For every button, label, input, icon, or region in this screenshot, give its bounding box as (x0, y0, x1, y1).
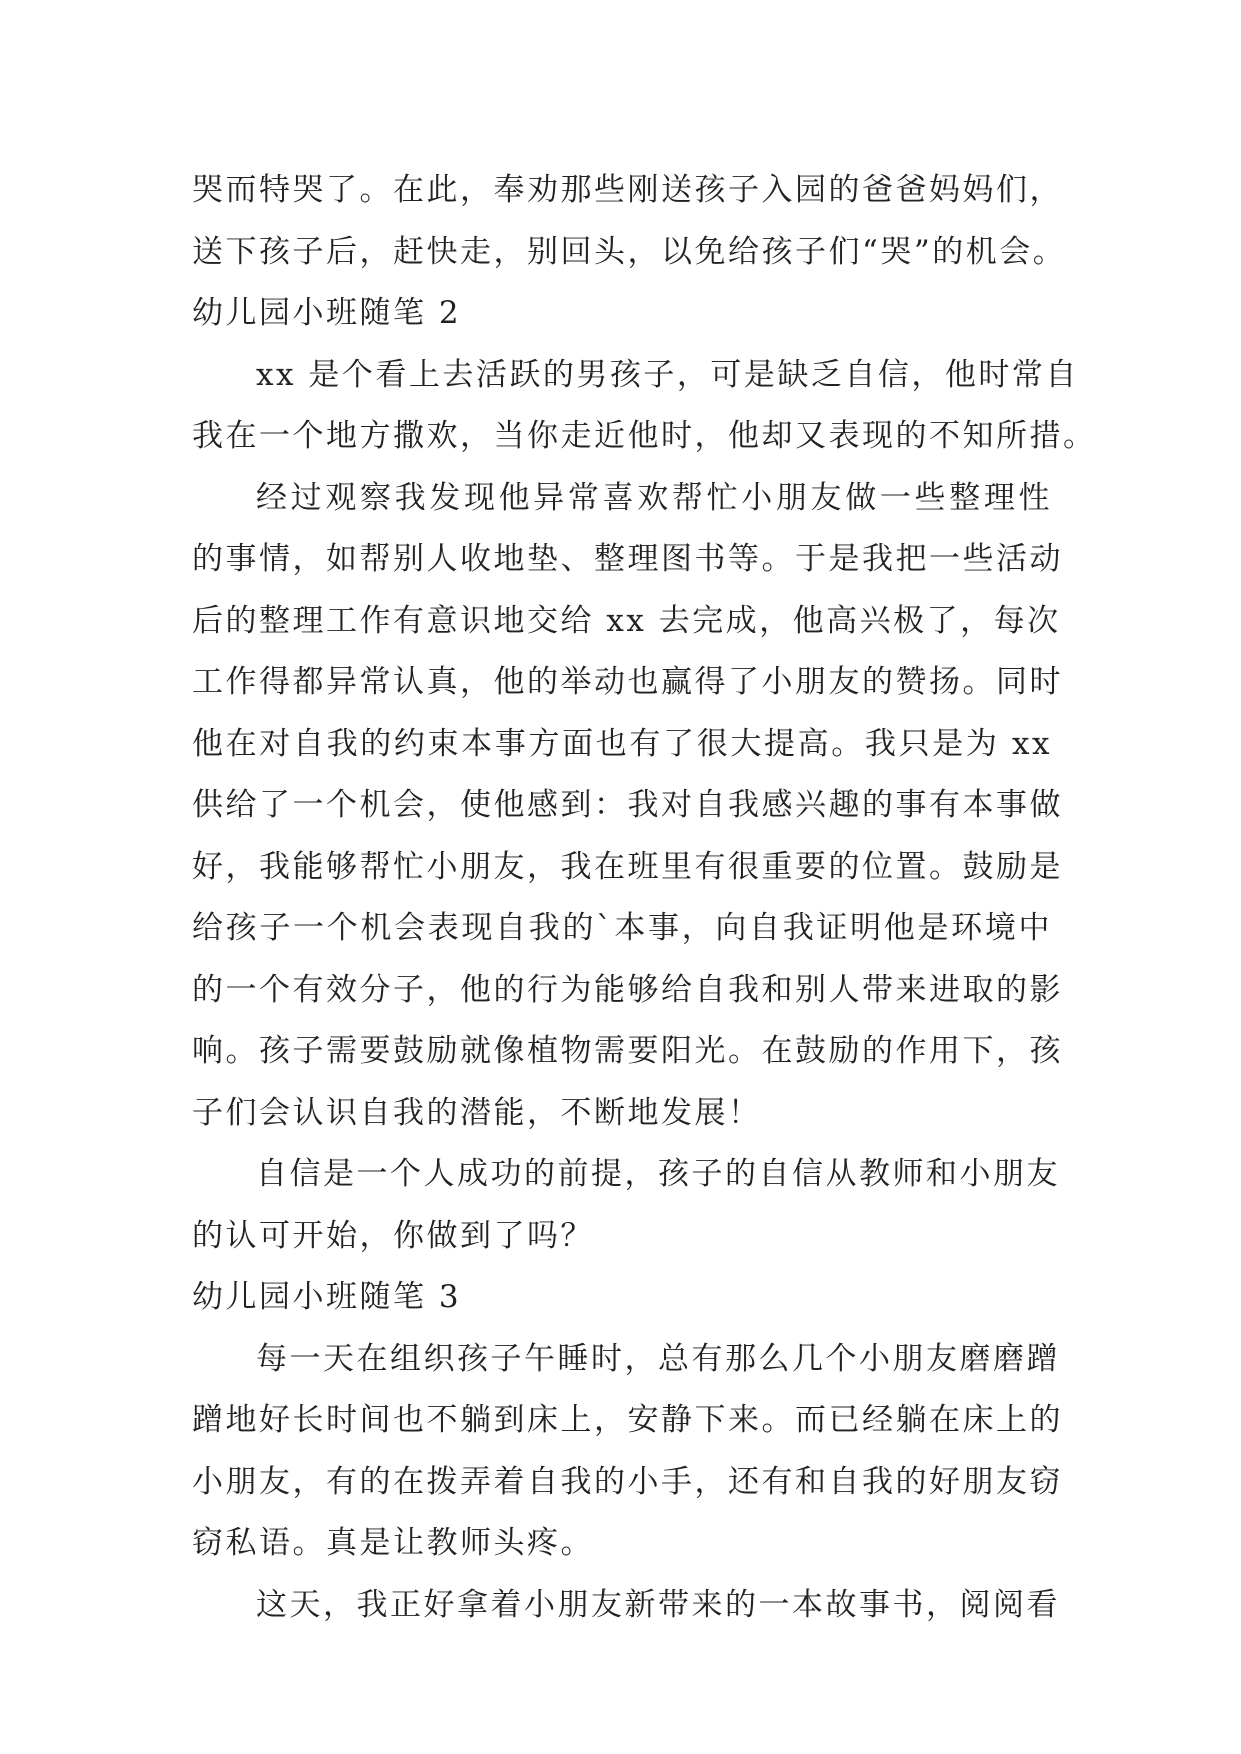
paragraph-first-line: 经过观察我发现他异常喜欢帮忙小朋友做一些整理性 (256, 479, 1052, 516)
body-text-line: 后的整理工作有意识地交给 xx 去完成，他高兴极了，每次 (192, 602, 1061, 639)
body-text-line: 他在对自我的约束本事方面也有了很大提高。我只是为 xx (192, 725, 1052, 762)
body-text-line: 的认可开始，你做到了吗？ (192, 1217, 594, 1254)
body-text-line: 哭而特哭了。在此，奉劝那些刚送孩子入园的爸爸妈妈们， (192, 172, 1063, 208)
section-heading: 幼儿园小班随笔 2 (192, 295, 462, 331)
paragraph-first-line: 每一天在组织孩子午睡时，总有那么几个小朋友磨磨蹭 (256, 1340, 1060, 1377)
body-text-line: 我在一个地方撒欢，当你走近他时，他却又表现的不知所措。 (192, 418, 1097, 454)
body-text-line: 供给了一个机会，使他感到：我对自我感兴趣的事有本事做 (192, 787, 1063, 823)
body-text-line: 响。孩子需要鼓励就像植物需要阳光。在鼓励的作用下，孩 (192, 1033, 1063, 1069)
paragraph-first-line: xx 是个看上去活跃的男孩子，可是缺乏自信，他时常自 (256, 356, 1079, 393)
document-page (192, 160, 1097, 1636)
body-text-line: 送下孩子后，赶快走，别回头，以免给孩子们“哭”的机会。 (192, 233, 1067, 270)
body-text-line: 子们会认识自我的潜能，不断地发展！ (192, 1094, 762, 1131)
body-text-line: 小朋友，有的在拨弄着自我的小手，还有和自我的好朋友窃 (192, 1463, 1063, 1500)
paragraph-first-line: 这天，我正好拿着小朋友新带来的一本故事书，阅阅看 (256, 1586, 1060, 1623)
body-text-line: 好，我能够帮忙小朋友，我在班里有很重要的位置。鼓励是 (192, 848, 1063, 885)
section-heading: 幼儿园小班随笔 3 (192, 1279, 462, 1315)
body-text-line: 的事情，如帮别人收地垫、整理图书等。于是我把一些活动 (192, 541, 1063, 577)
body-text-line: 工作得都异常认真，他的举动也赢得了小朋友的赞扬。同时 (192, 664, 1063, 700)
body-text-line: 的一个有效分子，他的行为能够给自我和别人带来进取的影 (192, 971, 1063, 1008)
paragraph-first-line: 自信是一个人成功的前提，孩子的自信从教师和小朋友 (256, 1156, 1060, 1192)
body-text-line: 窃私语。真是让教师头疼。 (192, 1525, 594, 1561)
body-text-line: 蹭地好长时间也不躺到床上，安静下来。而已经躺在床上的 (192, 1402, 1063, 1438)
body-text-line: 给孩子一个机会表现自我的`本事，向自我证明他是环境中 (192, 910, 1052, 946)
